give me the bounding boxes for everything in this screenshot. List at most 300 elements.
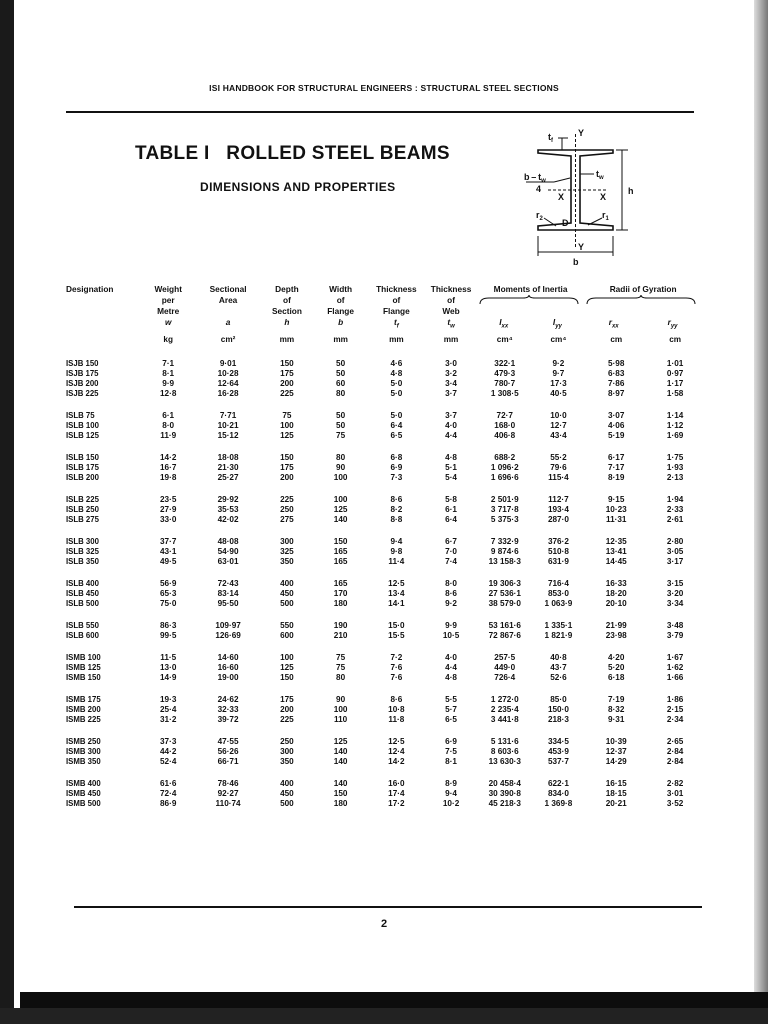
cell-ryy: 1·67	[666, 652, 684, 662]
unit-ixx: cm⁴	[496, 334, 513, 344]
cell-iyy: 453·9	[547, 746, 569, 756]
cell-rxx: 9·31	[608, 714, 625, 724]
cell-width: 100	[333, 472, 348, 482]
table-row	[66, 663, 702, 673]
cell-designation: ISMB 350	[66, 756, 101, 766]
cell-web-thickness: 5·4	[445, 472, 457, 482]
cell-depth: 400	[280, 778, 294, 788]
cell-depth: 225	[280, 388, 294, 398]
table-row	[66, 599, 702, 609]
cell-web-thickness: 8·6	[445, 588, 457, 598]
cell-iyy: 9·2	[552, 358, 565, 368]
cell-designation: ISLB 175	[66, 462, 99, 472]
cell-weight: 11·9	[160, 430, 177, 440]
cell-weight: 72·4	[160, 788, 177, 798]
cell-ryy: 1·14	[666, 410, 684, 420]
group-spacer	[66, 347, 702, 359]
cell-area: 72·43	[217, 578, 239, 588]
cell-area: 15·12	[217, 430, 239, 440]
table-row	[66, 389, 702, 399]
label-fraction-den: 4	[536, 184, 542, 194]
col-ixx: $I_{xx}$	[499, 317, 509, 330]
cell-flange-thickness: 6·9	[390, 462, 403, 472]
cell-depth: 175	[280, 462, 294, 472]
cell-designation: ISLB 150	[66, 452, 99, 462]
cell-rxx: 8·97	[608, 388, 625, 398]
header-rule	[66, 111, 694, 113]
cell-designation: ISMB 200	[66, 704, 101, 714]
cell-rxx: 13·41	[605, 546, 627, 556]
cell-iyy: 631·9	[547, 556, 569, 566]
cell-area: 12·64	[217, 378, 239, 388]
cell-ixx: 19 306·3	[488, 578, 521, 588]
cell-ryy: 1·66	[666, 672, 684, 682]
table-row	[66, 421, 702, 431]
unit-iyy: cm⁴	[550, 334, 567, 344]
cell-weight: 27·9	[160, 504, 177, 514]
cell-iyy: 287·0	[547, 514, 569, 524]
cell-iyy: 55·2	[550, 452, 567, 462]
cell-web-thickness: 5·8	[445, 494, 457, 504]
cell-iyy: 334·5	[547, 736, 569, 746]
cell-depth: 600	[280, 630, 294, 640]
group-spacer	[66, 767, 702, 779]
cell-flange-thickness: 11·4	[388, 556, 405, 566]
cell-ixx: 30 390·8	[488, 788, 521, 798]
cell-flange-thickness: 17·2	[388, 798, 405, 808]
col-area: Sectional Area a	[209, 284, 247, 327]
cell-flange-thickness: 15·5	[388, 630, 405, 640]
cell-rxx: 8·19	[608, 472, 625, 482]
cell-width: 60	[336, 378, 346, 388]
page-number: 2	[380, 918, 388, 930]
unit-area: cm²	[220, 334, 236, 344]
cell-area: 19·00	[217, 672, 239, 682]
table-row	[66, 737, 702, 747]
cell-flange-thickness: 9·8	[390, 546, 403, 556]
cell-depth: 350	[280, 756, 294, 766]
cell-weight: 13·0	[160, 662, 177, 672]
cell-ixx: 449·0	[494, 662, 516, 672]
cell-depth: 100	[280, 652, 294, 662]
table-row	[66, 757, 702, 767]
cell-area: 56·26	[217, 746, 239, 756]
cell-area: 39·72	[217, 714, 239, 724]
cell-weight: 75·0	[160, 598, 177, 608]
cell-iyy: 85·0	[550, 694, 567, 704]
cell-iyy: 43·4	[550, 430, 567, 440]
cell-ixx: 13 158·3	[488, 556, 521, 566]
cell-web-thickness: 4·8	[445, 672, 457, 682]
cell-weight: 37·7	[160, 536, 177, 546]
table-body	[66, 347, 702, 809]
cell-iyy: 834·0	[547, 788, 569, 798]
cell-area: 10·28	[217, 368, 239, 378]
cell-weight: 19·8	[160, 472, 177, 482]
cell-designation: ISJB 150	[66, 358, 99, 368]
table-row	[66, 653, 702, 663]
cell-iyy: 510·8	[547, 546, 569, 556]
cell-ixx: 406·8	[494, 430, 516, 440]
cell-ryy: 3·05	[666, 546, 684, 556]
label-b: b	[573, 257, 579, 267]
cell-depth: 400	[280, 578, 294, 588]
cell-depth: 300	[280, 536, 294, 546]
cell-rxx: 20·21	[605, 798, 627, 808]
cell-width: 100	[333, 494, 348, 504]
cell-web-thickness: 5·1	[445, 462, 457, 472]
cell-iyy: 52·6	[550, 672, 567, 682]
cell-designation: ISLB 550	[66, 620, 99, 630]
cell-rxx: 6·17	[608, 452, 625, 462]
table-row	[66, 379, 702, 389]
col-group-gyration: Radii of Gyration $r_{xx}$ $r_{yy}$	[584, 284, 702, 333]
cell-depth: 100	[280, 420, 294, 430]
cell-weight: 37·3	[160, 736, 177, 746]
table-row	[66, 369, 702, 379]
cell-width: 90	[336, 462, 346, 472]
group-spacer	[66, 399, 702, 411]
cell-iyy: 537·7	[547, 756, 569, 766]
cell-area: 48·08	[217, 536, 239, 546]
table-subtitle: DIMENSIONS AND PROPERTIES	[200, 180, 396, 194]
cell-flange-thickness: 6·5	[390, 430, 403, 440]
cell-area: 16·28	[217, 388, 239, 398]
col-flange-thickness: Thickness of Flange $t_f$	[376, 284, 417, 330]
cell-rxx: 10·39	[605, 736, 627, 746]
cell-ixx: 45 218·3	[488, 798, 521, 808]
beam-section-diagram	[518, 126, 648, 276]
cell-designation: ISLB 250	[66, 504, 99, 514]
cell-width: 190	[333, 620, 348, 630]
cell-ryy: 2·34	[666, 714, 684, 724]
table-row	[66, 547, 702, 557]
label-tf: $t_f$	[548, 132, 553, 144]
cell-designation: ISLB 300	[66, 536, 99, 546]
cell-designation: ISLB 100	[66, 420, 99, 430]
cell-width: 165	[333, 578, 348, 588]
table-row	[66, 789, 702, 799]
cell-designation: ISJB 200	[66, 378, 99, 388]
cell-rxx: 14·45	[605, 556, 627, 566]
cell-depth: 450	[280, 788, 294, 798]
cell-width: 100	[333, 704, 348, 714]
cell-flange-thickness: 4·8	[390, 368, 403, 378]
cell-rxx: 4·06	[608, 420, 625, 430]
cell-area: 10·21	[217, 420, 239, 430]
unit-rxx: cm	[610, 334, 623, 344]
cell-designation: ISMB 250	[66, 736, 101, 746]
cell-area: 42·02	[217, 514, 239, 524]
table-row	[66, 779, 702, 789]
cell-area: 83·14	[217, 588, 239, 598]
cell-rxx: 11·31	[605, 514, 627, 524]
cell-designation: ISJB 175	[66, 368, 99, 378]
cell-ryy: 2·84	[666, 756, 684, 766]
cell-area: 21·30	[217, 462, 239, 472]
cell-designation: ISLB 275	[66, 514, 99, 524]
cell-width: 180	[333, 598, 348, 608]
cell-ixx: 72·7	[496, 410, 513, 420]
cell-ryy: 3·48	[666, 620, 684, 630]
cell-ryy: 2·33	[666, 504, 684, 514]
inertia-brace	[477, 295, 581, 305]
cell-iyy: 150·0	[547, 704, 569, 714]
cell-ryy: 1·86	[666, 694, 684, 704]
cell-flange-thickness: 11·8	[388, 714, 405, 724]
label-y-bottom: Y	[578, 242, 585, 252]
cell-depth: 325	[280, 546, 294, 556]
cell-area: 18·08	[217, 452, 239, 462]
cell-flange-thickness: 16·0	[388, 778, 405, 788]
group-spacer	[66, 641, 702, 653]
cell-area: 35·53	[217, 504, 239, 514]
table-row	[66, 411, 702, 421]
cell-area: 63·01	[217, 556, 239, 566]
cell-depth: 200	[280, 378, 294, 388]
cell-web-thickness: 3·4	[445, 378, 457, 388]
cell-flange-thickness: 14·2	[388, 756, 405, 766]
cell-iyy: 40·8	[550, 652, 567, 662]
cell-web-thickness: 5·5	[445, 694, 457, 704]
cell-depth: 500	[280, 598, 294, 608]
cell-depth: 125	[280, 662, 294, 672]
cell-flange-thickness: 5·0	[390, 410, 403, 420]
cell-designation: ISLB 400	[66, 578, 99, 588]
cell-flange-thickness: 4·6	[390, 358, 403, 368]
cell-width: 75	[336, 430, 346, 440]
cell-width: 125	[333, 736, 348, 746]
cell-designation: ISMB 150	[66, 672, 101, 682]
cell-area: 7·71	[219, 410, 237, 420]
cell-area: 16·60	[217, 662, 239, 672]
beam-properties-table	[66, 284, 702, 809]
cell-rxx: 10·23	[605, 504, 627, 514]
cell-area: 126·69	[215, 630, 241, 640]
cell-weight: 11·5	[160, 652, 177, 662]
cell-width: 125	[333, 504, 348, 514]
cell-weight: 65·3	[160, 588, 177, 598]
cell-width: 50	[336, 358, 346, 368]
cell-flange-thickness: 12·4	[388, 746, 405, 756]
table-row	[66, 453, 702, 463]
cell-ixx: 688·2	[494, 452, 516, 462]
cell-width: 80	[336, 388, 346, 398]
cell-web-thickness: 6·5	[445, 714, 457, 724]
cell-rxx: 6·83	[608, 368, 625, 378]
cell-area: 9·01	[219, 358, 237, 368]
cell-depth: 450	[280, 588, 294, 598]
cell-depth: 300	[280, 746, 294, 756]
col-iyy: $I_{yy}$	[552, 317, 562, 330]
table-title: TABLE I ROLLED STEEL BEAMS	[135, 143, 450, 164]
cell-flange-thickness: 8·6	[390, 494, 403, 504]
cell-area: 109·97	[215, 620, 241, 630]
units-row	[66, 333, 702, 347]
cell-web-thickness: 9·4	[445, 788, 457, 798]
cell-weight: 86·3	[160, 620, 177, 630]
cell-designation: ISMB 125	[66, 662, 101, 672]
group-spacer	[66, 441, 702, 453]
cell-ryy: 3·15	[666, 578, 684, 588]
cell-weight: 9·9	[162, 378, 175, 388]
cell-area: 78·46	[217, 778, 239, 788]
cell-web-thickness: 8·1	[445, 756, 457, 766]
cell-web-thickness: 4·0	[445, 652, 457, 662]
cell-area: 110·74	[215, 798, 241, 808]
cell-weight: 31·2	[160, 714, 177, 724]
cell-rxx: 3·07	[608, 410, 625, 420]
cell-rxx: 14·29	[605, 756, 627, 766]
cell-ixx: 72 867·6	[488, 630, 521, 640]
cell-ixx: 8 603·6	[490, 746, 519, 756]
cell-iyy: 622·1	[547, 778, 569, 788]
table-row	[66, 715, 702, 725]
cell-iyy: 376·2	[547, 536, 569, 546]
gyration-brace	[584, 295, 698, 305]
cell-ixx: 2 235·4	[490, 704, 519, 714]
cell-flange-thickness: 5·0	[390, 378, 403, 388]
cell-ixx: 1 308·5	[490, 388, 519, 398]
unit-flange-thickness: mm	[389, 334, 404, 344]
cell-iyy: 12·7	[550, 420, 567, 430]
col-designation: Designation	[66, 284, 114, 294]
footer-rule	[74, 906, 702, 908]
cell-rxx: 12·37	[605, 746, 627, 756]
cell-ixx: 322·1	[494, 358, 516, 368]
cell-weight: 8·1	[162, 368, 175, 378]
cell-ryy: 1·01	[666, 358, 684, 368]
cell-flange-thickness: 12·5	[388, 578, 405, 588]
cell-flange-thickness: 10·8	[388, 704, 405, 714]
cell-weight: 49·5	[160, 556, 177, 566]
cell-ixx: 2 501·9	[490, 494, 519, 504]
table-row	[66, 579, 702, 589]
cell-width: 140	[333, 778, 348, 788]
cell-depth: 150	[280, 358, 294, 368]
unit-web-thickness: mm	[443, 334, 459, 344]
cell-web-thickness: 6·9	[445, 736, 457, 746]
cell-designation: ISLB 125	[66, 430, 99, 440]
unit-weight: kg	[163, 334, 173, 344]
cell-ryy: 1·62	[666, 662, 684, 672]
unit-depth: mm	[279, 334, 295, 344]
cell-ryy: 3·52	[666, 798, 684, 808]
cell-web-thickness: 6·1	[445, 504, 457, 514]
cell-ixx: 38 579·0	[488, 598, 521, 608]
cell-designation: ISLB 350	[66, 556, 99, 566]
cell-ryy: 3·20	[666, 588, 684, 598]
cell-flange-thickness: 8·8	[390, 514, 403, 524]
table-row	[66, 705, 702, 715]
cell-ryy: 0·97	[666, 368, 684, 378]
cell-weight: 19·3	[160, 694, 177, 704]
cell-designation: ISMB 450	[66, 788, 101, 798]
cell-area: 92·27	[217, 788, 239, 798]
table-row	[66, 695, 702, 705]
cell-weight: 99·5	[160, 630, 177, 640]
cell-web-thickness: 9·9	[445, 620, 457, 630]
cell-ixx: 168·0	[494, 420, 516, 430]
cell-flange-thickness: 6·4	[390, 420, 403, 430]
cell-ryy: 3·17	[666, 556, 684, 566]
cell-depth: 275	[280, 514, 294, 524]
cell-width: 140	[333, 746, 348, 756]
cell-ixx: 780·7	[494, 378, 516, 388]
cell-width: 75	[336, 652, 346, 662]
cell-ixx: 27 536·1	[488, 588, 521, 598]
table-row	[66, 431, 702, 441]
cell-weight: 6·1	[162, 410, 175, 420]
unit-ryy: cm	[669, 334, 682, 344]
cell-web-thickness: 8·9	[445, 778, 457, 788]
cell-area: 54·90	[217, 546, 239, 556]
cell-ryy: 1·93	[666, 462, 684, 472]
cell-width: 80	[336, 672, 346, 682]
cell-web-thickness: 5·7	[445, 704, 457, 714]
cell-web-thickness: 6·7	[445, 536, 457, 546]
col-width: Width of Flange b	[327, 284, 354, 327]
cell-rxx: 7·86	[608, 378, 625, 388]
cell-rxx: 6·18	[608, 672, 625, 682]
cell-web-thickness: 3·2	[445, 368, 457, 378]
label-d: D	[562, 218, 569, 228]
cell-designation: ISMB 500	[66, 798, 101, 808]
scan-left-edge	[0, 0, 14, 1024]
cell-ixx: 5 131·6	[490, 736, 519, 746]
scan-right-edge	[754, 0, 768, 1000]
cell-area: 47·55	[217, 736, 239, 746]
cell-rxx: 8·32	[608, 704, 625, 714]
cell-ixx: 20 458·4	[488, 778, 521, 788]
col-ryy: $r_{yy}$	[667, 317, 678, 330]
cell-width: 110	[334, 714, 348, 724]
cell-depth: 250	[280, 736, 294, 746]
label-y-top: Y	[578, 128, 585, 138]
table-row	[66, 673, 702, 683]
cell-designation: ISLB 200	[66, 472, 99, 482]
cell-designation: ISLB 450	[66, 588, 99, 598]
cell-rxx: 16·33	[605, 578, 627, 588]
cell-flange-thickness: 9·4	[390, 536, 403, 546]
cell-designation: ISLB 500	[66, 598, 99, 608]
cell-iyy: 9·7	[552, 368, 565, 378]
cell-designation: ISMB 400	[66, 778, 101, 788]
cell-rxx: 18·20	[605, 588, 627, 598]
cell-iyy: 1 369·8	[544, 798, 573, 808]
group-spacer	[66, 609, 702, 621]
cell-depth: 150	[280, 452, 294, 462]
table-row	[66, 537, 702, 547]
cell-area: 24·62	[217, 694, 239, 704]
cell-weight: 12·8	[160, 388, 177, 398]
cell-ixx: 3 441·8	[490, 714, 519, 724]
cell-width: 170	[333, 588, 348, 598]
cell-flange-thickness: 17·4	[388, 788, 405, 798]
table-row	[66, 631, 702, 641]
cell-designation: ISJB 225	[66, 388, 99, 398]
cell-ryy: 1·94	[666, 494, 684, 504]
cell-designation: ISMB 225	[66, 714, 101, 724]
table-row	[66, 515, 702, 525]
cell-ryy: 1·75	[666, 452, 684, 462]
column-header-row	[66, 284, 702, 333]
cell-designation: ISMB 100	[66, 652, 101, 662]
cell-depth: 225	[280, 714, 294, 724]
cell-width: 50	[336, 420, 346, 430]
cell-web-thickness: 10·5	[442, 630, 460, 640]
cell-iyy: 43·7	[550, 662, 567, 672]
